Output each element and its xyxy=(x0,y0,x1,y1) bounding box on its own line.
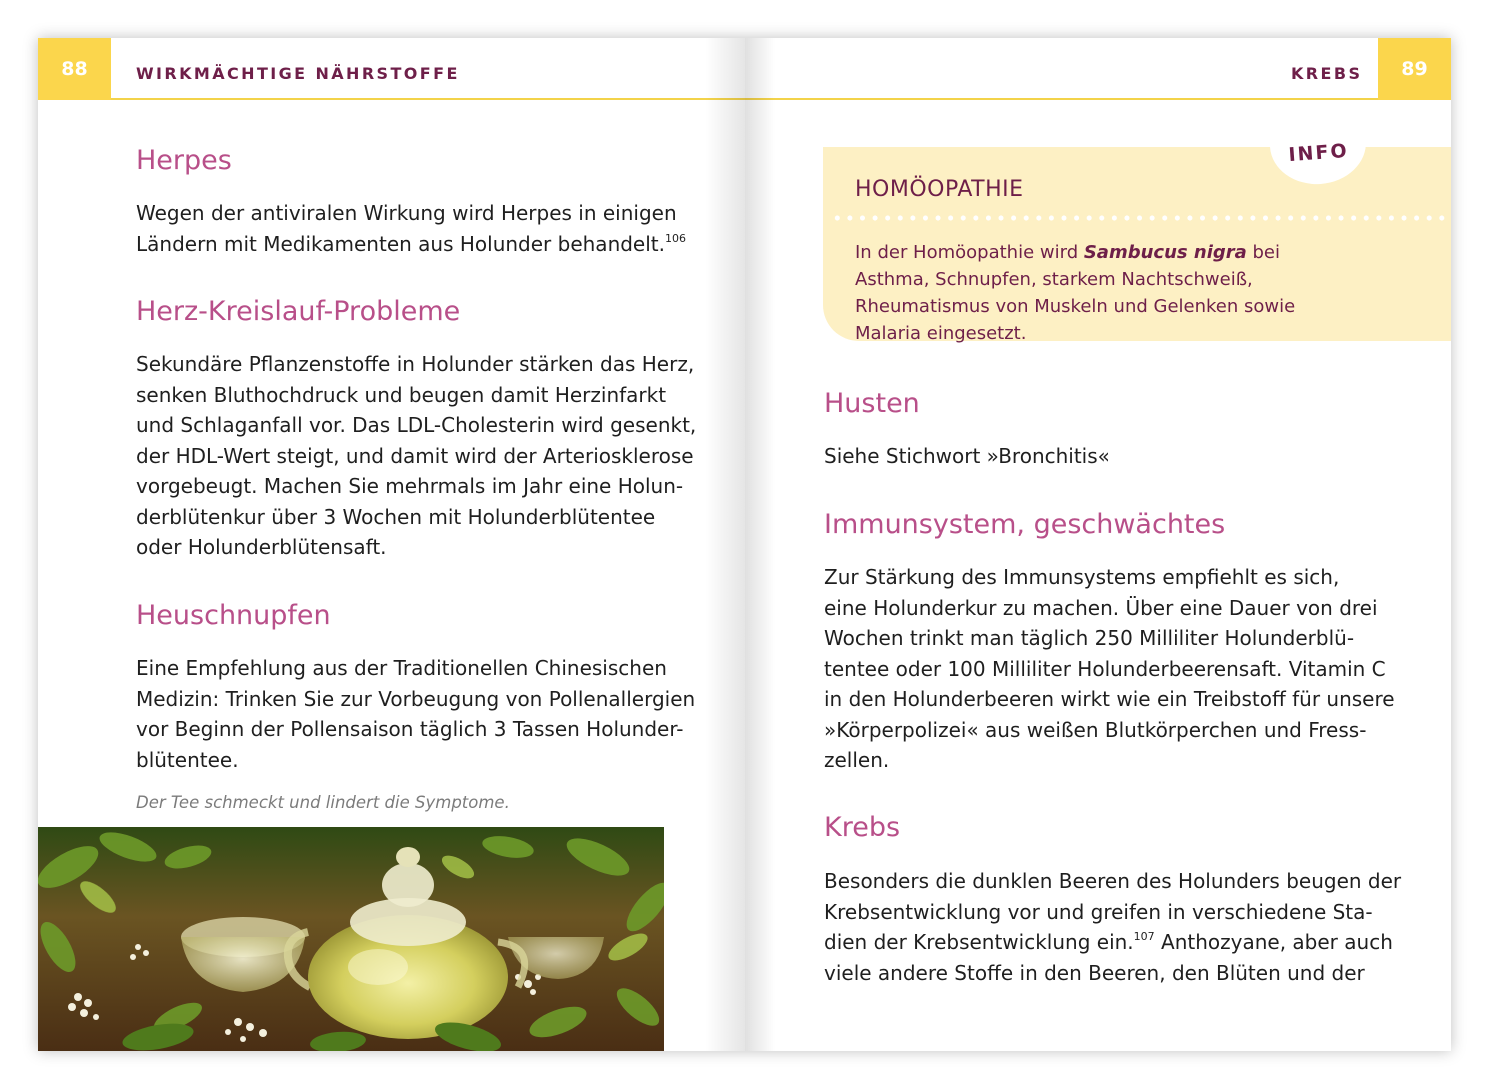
info-badge: INFO xyxy=(1269,131,1368,188)
heading-krebs: Krebs xyxy=(824,812,901,843)
text-line: Eine Empfehlung aus der Traditionellen Chinesischen xyxy=(136,656,667,680)
info-text xyxy=(855,239,1355,347)
text-line: Krebsentwicklung vor und greifen in verschiedene Sta- xyxy=(824,899,1373,924)
page-number-right: 89 xyxy=(1378,38,1451,100)
header-rule-left xyxy=(111,98,745,100)
running-head-right: KREBS xyxy=(1291,64,1363,83)
text-line: tentee oder 100 Milliliter Holunderbeerensaft. Vitamin C xyxy=(824,656,1386,681)
heading-husten: Husten xyxy=(824,388,920,419)
paragraph-herpes xyxy=(136,198,696,259)
text-line: zellen. xyxy=(824,748,890,772)
paragraph-krebs xyxy=(824,866,1404,988)
left-page xyxy=(38,38,745,1051)
header-rule-right xyxy=(745,98,1378,100)
right-page xyxy=(745,38,1451,1051)
running-head-left: WIRKMÄCHTIGE NÄHRSTOFFE xyxy=(136,64,460,83)
info-box-homoeopathie xyxy=(823,147,1451,344)
gutter-shadow-right xyxy=(745,38,775,1051)
photo-caption: Der Tee schmeckt und lindert die Symptome. xyxy=(136,793,510,812)
text-line: und Schlaganfall vor. Das LDL-Cholesterin wird gesenkt, xyxy=(136,413,697,437)
info-text-part: In der Homöopathie wird xyxy=(855,242,1084,263)
text-line: viele andere Stoffe in den Beeren, den Blüten und der xyxy=(824,960,1365,985)
text-line: vor Beginn der Pollensaison täglich 3 Tassen Holunder- xyxy=(136,717,684,741)
text-line: oder Holunderblütensaft. xyxy=(136,535,387,559)
paragraph-immunsystem xyxy=(824,562,1404,776)
text-line: blütentee. xyxy=(136,747,239,772)
text-line: Besonders die dunklen Beeren des Holunders beugen der xyxy=(824,869,1402,893)
gutter-shadow-left xyxy=(705,38,745,1051)
text-line: Zur Stärkung des Immunsystems empfiehlt es sich, xyxy=(824,565,1340,589)
footnote-ref: 106 xyxy=(665,231,686,245)
text-line: »Körperpolizei« aus weißen Blutkörperchen und Fress- xyxy=(824,717,1367,742)
text-line: Siehe Stichwort »Bronchitis« xyxy=(824,444,1110,468)
heading-herz-kreislauf: Herz-Kreislauf-Probleme xyxy=(136,296,461,327)
heading-immunsystem: Immunsystem, geschwächtes xyxy=(824,509,1226,540)
text-line: in den Holunderbeeren wirkt wie ein Treibstoff für unsere xyxy=(824,687,1395,711)
paragraph-heuschnupfen xyxy=(136,653,706,775)
paragraph-husten xyxy=(824,441,1384,472)
info-text-part: bei Asthma, Schnupfen, starkem Nachtschweiß, Rheumatismus von Muskeln und Gelenken sowie Malaria eingesetzt. xyxy=(855,242,1296,344)
footnote-ref: 107 xyxy=(1133,930,1155,943)
text-line: eine Holunderkur zu machen. Über eine Dauer von drei xyxy=(824,595,1378,620)
text-line: Anthozyane, aber auch xyxy=(1154,930,1393,954)
text-line: senken Bluthochdruck und beugen damit Herzinfarkt xyxy=(136,382,667,407)
book-spread xyxy=(38,38,1451,1051)
paragraph-herz-kreislauf xyxy=(136,349,706,563)
text-line: Wochen trinkt man täglich 250 Milliliter Holunderblü- xyxy=(824,626,1355,650)
info-title: HOMÖOPATHIE xyxy=(855,177,1024,202)
heading-herpes: Herpes xyxy=(136,145,232,176)
text-line: Wegen der antiviralen Wirkung wird Herpes in einigen xyxy=(136,201,677,225)
text-line: derblütenkur über 3 Wochen mit Holunderblütentee xyxy=(136,504,656,529)
text-line: Ländern mit Medikamenten aus Holunder behandelt. xyxy=(136,231,665,256)
info-text-emphasis: Sambucus nigra xyxy=(1083,242,1247,263)
text-line: Sekundäre Pflanzenstoffe in Holunder stärken das Herz, xyxy=(136,352,695,376)
teapot-photo xyxy=(38,827,664,1051)
dotted-divider xyxy=(831,215,1451,221)
text-line: dien der Krebsentwicklung ein. xyxy=(824,930,1134,954)
text-line: vorgebeugt. Machen Sie mehrmals im Jahr eine Holun- xyxy=(136,474,684,498)
page-number-left: 88 xyxy=(38,38,111,100)
heading-heuschnupfen: Heuschnupfen xyxy=(136,600,331,631)
text-line: der HDL-Wert steigt, und damit wird der Arteriosklerose xyxy=(136,443,694,468)
text-line: Medizin: Trinken Sie zur Vorbeugung von Pollenallergien xyxy=(136,686,696,711)
